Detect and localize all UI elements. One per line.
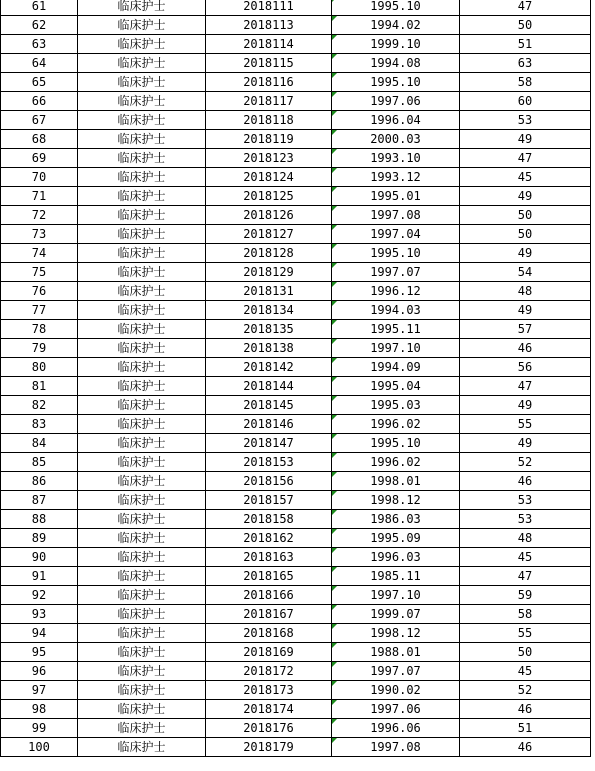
table-row [1, 548, 591, 567]
cell-birth-date[interactable]: 1995.10 [332, 434, 460, 453]
cell-birth-date[interactable]: 1997.06 [332, 700, 460, 719]
cell-score[interactable]: 49 [460, 187, 591, 206]
cell-position[interactable]: 临床护士 [78, 662, 206, 681]
cell-index[interactable]: 85 [1, 453, 78, 472]
cell-position[interactable]: 临床护士 [78, 130, 206, 149]
table-row [1, 567, 591, 586]
cell-exam-number[interactable]: 2018128 [206, 244, 332, 263]
cell-birth-date[interactable]: 1994.08 [332, 54, 460, 73]
cell-position[interactable]: 临床护士 [78, 225, 206, 244]
cell-index[interactable]: 81 [1, 377, 78, 396]
cell-score[interactable]: 46 [460, 339, 591, 358]
table-row [1, 681, 591, 700]
cell-birth-date[interactable]: 1997.07 [332, 662, 460, 681]
table-row [1, 111, 591, 130]
cell-score[interactable]: 47 [460, 567, 591, 586]
cell-exam-number[interactable]: 2018144 [206, 377, 332, 396]
table-row [1, 225, 591, 244]
cell-birth-date[interactable]: 1988.01 [332, 643, 460, 662]
table-row [1, 149, 591, 168]
cell-birth-date[interactable]: 1993.10 [332, 149, 460, 168]
cell-index[interactable]: 90 [1, 548, 78, 567]
table-row [1, 605, 591, 624]
cell-exam-number[interactable]: 2018146 [206, 415, 332, 434]
cell-birth-date[interactable]: 1997.06 [332, 92, 460, 111]
cell-position[interactable]: 临床护士 [78, 472, 206, 491]
cell-birth-date[interactable]: 1998.12 [332, 491, 460, 510]
cell-score[interactable]: 48 [460, 282, 591, 301]
cell-exam-number[interactable]: 2018129 [206, 263, 332, 282]
cell-position[interactable]: 临床护士 [78, 244, 206, 263]
cell-exam-number[interactable]: 2018123 [206, 149, 332, 168]
cell-position[interactable]: 临床护士 [78, 719, 206, 738]
cell-position[interactable]: 临床护士 [78, 301, 206, 320]
cell-index[interactable]: 94 [1, 624, 78, 643]
cell-score[interactable]: 53 [460, 111, 591, 130]
cell-index[interactable]: 74 [1, 244, 78, 263]
cell-exam-number[interactable]: 2018142 [206, 358, 332, 377]
table-row [1, 472, 591, 491]
cell-birth-date[interactable]: 1995.03 [332, 396, 460, 415]
cell-position[interactable]: 临床护士 [78, 700, 206, 719]
cell-position[interactable]: 临床护士 [78, 92, 206, 111]
cell-exam-number[interactable]: 2018166 [206, 586, 332, 605]
cell-score[interactable]: 50 [460, 225, 591, 244]
cell-birth-date[interactable]: 1997.04 [332, 225, 460, 244]
table-row [1, 301, 591, 320]
cell-exam-number[interactable]: 2018131 [206, 282, 332, 301]
cell-position[interactable]: 临床护士 [78, 605, 206, 624]
cell-position[interactable]: 临床护士 [78, 377, 206, 396]
cell-score[interactable]: 55 [460, 624, 591, 643]
table-row [1, 16, 591, 35]
cell-birth-date[interactable]: 1994.02 [332, 16, 460, 35]
cell-score[interactable]: 55 [460, 415, 591, 434]
cell-position[interactable]: 临床护士 [78, 282, 206, 301]
cell-position[interactable]: 临床护士 [78, 453, 206, 472]
cell-exam-number[interactable]: 2018172 [206, 662, 332, 681]
cell-index[interactable]: 92 [1, 586, 78, 605]
cell-score[interactable]: 59 [460, 586, 591, 605]
cell-score[interactable]: 49 [460, 434, 591, 453]
cell-index[interactable]: 70 [1, 168, 78, 187]
cell-exam-number[interactable]: 2018162 [206, 529, 332, 548]
cell-index[interactable]: 98 [1, 700, 78, 719]
cell-exam-number[interactable]: 2018116 [206, 73, 332, 92]
cell-birth-date[interactable]: 1995.10 [332, 0, 460, 16]
cell-exam-number[interactable]: 2018125 [206, 187, 332, 206]
cell-exam-number[interactable]: 2018114 [206, 35, 332, 54]
cell-index[interactable]: 77 [1, 301, 78, 320]
cell-birth-date[interactable]: 1993.12 [332, 168, 460, 187]
cell-exam-number[interactable]: 2018113 [206, 16, 332, 35]
cell-exam-number[interactable]: 2018124 [206, 168, 332, 187]
table-row [1, 320, 591, 339]
table-body [1, 0, 591, 757]
cell-position[interactable]: 临床护士 [78, 320, 206, 339]
cell-birth-date[interactable]: 1996.12 [332, 282, 460, 301]
cell-score[interactable]: 45 [460, 662, 591, 681]
cell-score[interactable]: 47 [460, 377, 591, 396]
cell-index[interactable]: 72 [1, 206, 78, 225]
cell-score[interactable]: 51 [460, 35, 591, 54]
cell-index[interactable]: 78 [1, 320, 78, 339]
cell-birth-date[interactable]: 1995.04 [332, 377, 460, 396]
cell-birth-date[interactable]: 1995.01 [332, 187, 460, 206]
table-row [1, 73, 591, 92]
cell-index[interactable]: 95 [1, 643, 78, 662]
table-row [1, 491, 591, 510]
cell-score[interactable]: 46 [460, 700, 591, 719]
cell-exam-number[interactable]: 2018179 [206, 738, 332, 757]
cell-index[interactable]: 89 [1, 529, 78, 548]
cell-score[interactable]: 53 [460, 491, 591, 510]
cell-position[interactable]: 临床护士 [78, 567, 206, 586]
table-row [1, 738, 591, 757]
cell-position[interactable]: 临床护士 [78, 16, 206, 35]
cell-birth-date[interactable]: 1997.07 [332, 263, 460, 282]
cell-birth-date[interactable]: 1996.03 [332, 548, 460, 567]
cell-birth-date[interactable]: 1995.09 [332, 529, 460, 548]
cell-position[interactable]: 临床护士 [78, 624, 206, 643]
cell-position[interactable]: 临床护士 [78, 434, 206, 453]
cell-index[interactable]: 87 [1, 491, 78, 510]
cell-score[interactable]: 56 [460, 358, 591, 377]
cell-position[interactable]: 临床护士 [78, 491, 206, 510]
cell-exam-number[interactable]: 2018127 [206, 225, 332, 244]
table-row [1, 453, 591, 472]
cell-position[interactable]: 临床护士 [78, 111, 206, 130]
cell-index[interactable]: 67 [1, 111, 78, 130]
cell-birth-date[interactable]: 1994.09 [332, 358, 460, 377]
cell-index[interactable]: 65 [1, 73, 78, 92]
cell-position[interactable]: 临床护士 [78, 396, 206, 415]
cell-exam-number[interactable]: 2018138 [206, 339, 332, 358]
cell-score[interactable]: 60 [460, 92, 591, 111]
cell-birth-date[interactable]: 1998.01 [332, 472, 460, 491]
cell-position[interactable]: 临床护士 [78, 681, 206, 700]
cell-exam-number[interactable]: 2018119 [206, 130, 332, 149]
cell-exam-number[interactable]: 2018111 [206, 0, 332, 16]
table-row [1, 377, 591, 396]
cell-exam-number[interactable]: 2018165 [206, 567, 332, 586]
table-row [1, 700, 591, 719]
table-row [1, 130, 591, 149]
cell-position[interactable]: 临床护士 [78, 510, 206, 529]
cell-position[interactable]: 临床护士 [78, 0, 206, 16]
cell-exam-number[interactable]: 2018135 [206, 320, 332, 339]
cell-score[interactable]: 53 [460, 510, 591, 529]
cell-birth-date[interactable]: 1997.08 [332, 206, 460, 225]
table-row [1, 586, 591, 605]
cell-score[interactable]: 48 [460, 529, 591, 548]
cell-index[interactable]: 86 [1, 472, 78, 491]
cell-exam-number[interactable]: 2018176 [206, 719, 332, 738]
cell-index[interactable]: 97 [1, 681, 78, 700]
cell-exam-number[interactable]: 2018157 [206, 491, 332, 510]
cell-position[interactable]: 临床护士 [78, 529, 206, 548]
cell-index[interactable]: 73 [1, 225, 78, 244]
cell-birth-date[interactable]: 1998.12 [332, 624, 460, 643]
cell-score[interactable]: 57 [460, 320, 591, 339]
cell-score[interactable]: 49 [460, 130, 591, 149]
cell-index[interactable]: 79 [1, 339, 78, 358]
table-row [1, 54, 591, 73]
cell-score[interactable]: 50 [460, 206, 591, 225]
cell-position[interactable]: 临床护士 [78, 548, 206, 567]
cell-position[interactable]: 临床护士 [78, 73, 206, 92]
cell-index[interactable]: 91 [1, 567, 78, 586]
cell-exam-number[interactable]: 2018168 [206, 624, 332, 643]
cell-position[interactable]: 临床护士 [78, 586, 206, 605]
cell-exam-number[interactable]: 2018126 [206, 206, 332, 225]
table-row [1, 719, 591, 738]
table-row [1, 662, 591, 681]
table-row [1, 529, 591, 548]
cell-index[interactable]: 66 [1, 92, 78, 111]
table-row [1, 206, 591, 225]
cell-position[interactable]: 临床护士 [78, 358, 206, 377]
cell-exam-number[interactable]: 2018117 [206, 92, 332, 111]
table-row [1, 510, 591, 529]
cell-birth-date[interactable]: 1995.10 [332, 73, 460, 92]
cell-score[interactable]: 52 [460, 681, 591, 700]
cell-position[interactable]: 临床护士 [78, 339, 206, 358]
cell-index[interactable]: 93 [1, 605, 78, 624]
cell-birth-date[interactable]: 1997.08 [332, 738, 460, 757]
cell-exam-number[interactable]: 2018147 [206, 434, 332, 453]
cell-score[interactable]: 50 [460, 643, 591, 662]
cell-score[interactable]: 51 [460, 719, 591, 738]
cell-index[interactable]: 83 [1, 415, 78, 434]
cell-birth-date[interactable]: 1996.04 [332, 111, 460, 130]
cell-position[interactable]: 临床护士 [78, 738, 206, 757]
cell-index[interactable]: 82 [1, 396, 78, 415]
cell-exam-number[interactable]: 2018173 [206, 681, 332, 700]
table-row [1, 434, 591, 453]
cell-position[interactable]: 临床护士 [78, 187, 206, 206]
cell-score[interactable]: 49 [460, 301, 591, 320]
cell-index[interactable]: 63 [1, 35, 78, 54]
cell-position[interactable]: 临床护士 [78, 149, 206, 168]
table-row [1, 187, 591, 206]
cell-exam-number[interactable]: 2018115 [206, 54, 332, 73]
table-row [1, 0, 591, 16]
cell-birth-date[interactable]: 2000.03 [332, 130, 460, 149]
table-row [1, 624, 591, 643]
cell-birth-date[interactable]: 1997.10 [332, 339, 460, 358]
cell-index[interactable]: 100 [1, 738, 78, 757]
cell-index[interactable]: 84 [1, 434, 78, 453]
table-row [1, 35, 591, 54]
cell-score[interactable]: 46 [460, 738, 591, 757]
cell-index[interactable]: 68 [1, 130, 78, 149]
cell-score[interactable]: 49 [460, 396, 591, 415]
cell-birth-date[interactable]: 1995.10 [332, 244, 460, 263]
cell-index[interactable]: 64 [1, 54, 78, 73]
cell-exam-number[interactable]: 2018145 [206, 396, 332, 415]
cell-birth-date[interactable]: 1990.02 [332, 681, 460, 700]
cell-position[interactable]: 临床护士 [78, 168, 206, 187]
cell-position[interactable]: 临床护士 [78, 415, 206, 434]
cell-score[interactable]: 49 [460, 244, 591, 263]
table-row [1, 244, 591, 263]
cell-position[interactable]: 临床护士 [78, 643, 206, 662]
cell-exam-number[interactable]: 2018153 [206, 453, 332, 472]
cell-index[interactable]: 96 [1, 662, 78, 681]
cell-birth-date[interactable]: 1996.02 [332, 415, 460, 434]
cell-exam-number[interactable]: 2018118 [206, 111, 332, 130]
cell-position[interactable]: 临床护士 [78, 35, 206, 54]
table-row [1, 415, 591, 434]
cell-score[interactable]: 47 [460, 0, 591, 16]
cell-exam-number[interactable]: 2018163 [206, 548, 332, 567]
cell-index[interactable]: 99 [1, 719, 78, 738]
cell-score[interactable]: 58 [460, 73, 591, 92]
table-row [1, 168, 591, 187]
cell-birth-date[interactable]: 1999.07 [332, 605, 460, 624]
cell-exam-number[interactable]: 2018167 [206, 605, 332, 624]
cell-exam-number[interactable]: 2018156 [206, 472, 332, 491]
cell-position[interactable]: 临床护士 [78, 263, 206, 282]
cell-index[interactable]: 69 [1, 149, 78, 168]
cell-position[interactable]: 临床护士 [78, 206, 206, 225]
cell-score[interactable]: 45 [460, 548, 591, 567]
cell-score[interactable]: 45 [460, 168, 591, 187]
cell-birth-date[interactable]: 1994.03 [332, 301, 460, 320]
cell-index[interactable]: 88 [1, 510, 78, 529]
table-row [1, 92, 591, 111]
table-row [1, 282, 591, 301]
cell-position[interactable]: 临床护士 [78, 54, 206, 73]
cell-birth-date[interactable]: 1997.10 [332, 586, 460, 605]
cell-exam-number[interactable]: 2018169 [206, 643, 332, 662]
table-row [1, 263, 591, 282]
cell-index[interactable]: 62 [1, 16, 78, 35]
cell-score[interactable]: 58 [460, 605, 591, 624]
cell-index[interactable]: 71 [1, 187, 78, 206]
cell-birth-date[interactable]: 1996.02 [332, 453, 460, 472]
cell-birth-date[interactable]: 1999.10 [332, 35, 460, 54]
cell-birth-date[interactable]: 1985.11 [332, 567, 460, 586]
cell-birth-date[interactable]: 1986.03 [332, 510, 460, 529]
cell-index[interactable]: 75 [1, 263, 78, 282]
table-row [1, 396, 591, 415]
cell-birth-date[interactable]: 1996.06 [332, 719, 460, 738]
cell-score[interactable]: 54 [460, 263, 591, 282]
cell-birth-date[interactable]: 1995.11 [332, 320, 460, 339]
cell-exam-number[interactable]: 2018174 [206, 700, 332, 719]
cell-score[interactable]: 63 [460, 54, 591, 73]
table-row [1, 339, 591, 358]
cell-exam-number[interactable]: 2018158 [206, 510, 332, 529]
cell-score[interactable]: 47 [460, 149, 591, 168]
cell-score[interactable]: 46 [460, 472, 591, 491]
cell-exam-number[interactable]: 2018134 [206, 301, 332, 320]
cell-score[interactable]: 52 [460, 453, 591, 472]
cell-index[interactable]: 61 [1, 0, 78, 16]
cell-index[interactable]: 80 [1, 358, 78, 377]
table-row [1, 358, 591, 377]
table-row [1, 643, 591, 662]
cell-score[interactable]: 50 [460, 16, 591, 35]
cell-index[interactable]: 76 [1, 282, 78, 301]
